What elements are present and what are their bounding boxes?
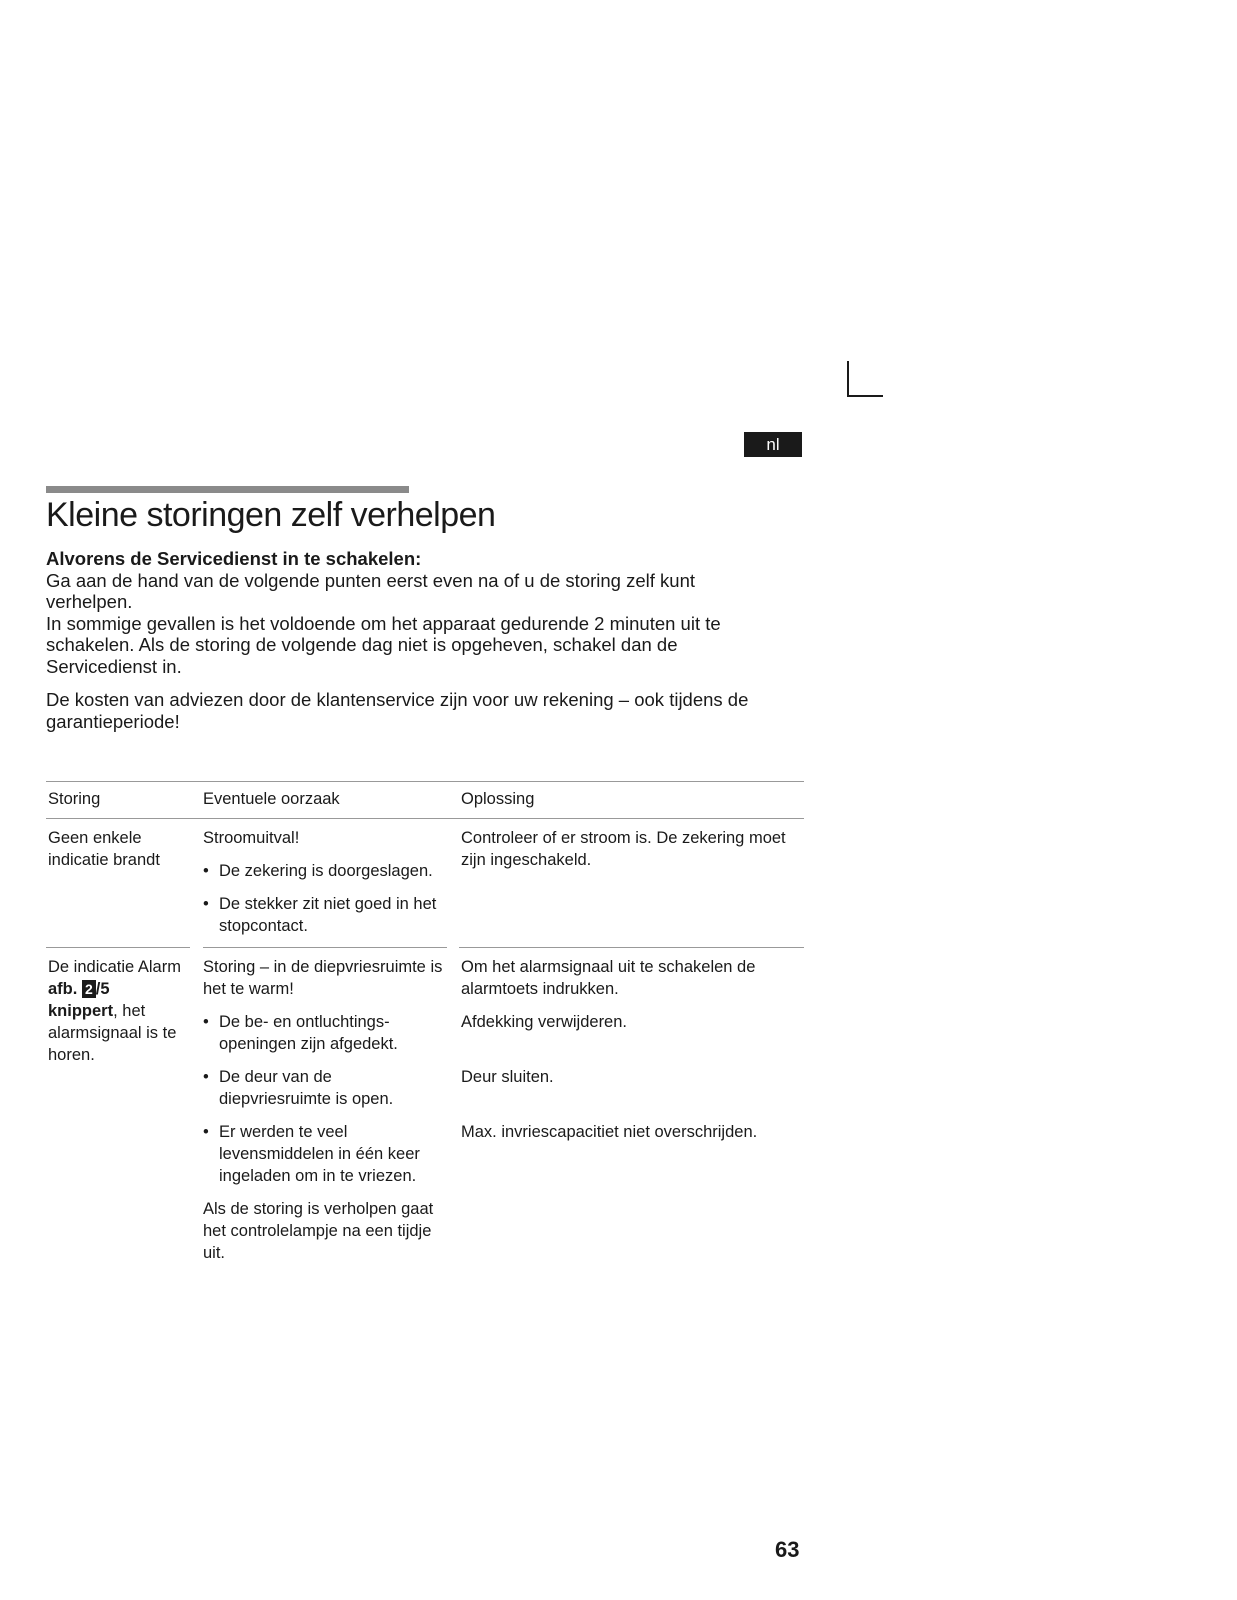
row2-solution-item: Max. invriescapacitiet niet overschrijden. [461, 1123, 758, 1141]
header-storing: Storing [48, 790, 101, 808]
page-title: Kleine storingen zelf verhelpen [46, 496, 496, 534]
row1-storing: Geen enkele indicatie brandt [48, 829, 160, 869]
row1-cause-intro: Stroomuitval! [203, 829, 300, 847]
table-row [46, 956, 804, 1276]
table-row [46, 827, 804, 947]
row2-cause-outro: Als de storing is verholpen gaat het controlelampje na een tijdje uit. [203, 1200, 434, 1262]
row2-storing: De indicatie Alarm afb. 2 /5 knippert, het alarmsignaal is te horen. [48, 958, 181, 1064]
row2-cause-bullet: • De be- en ontluchtingsopeningen zijn afgedekt. [203, 1011, 443, 1055]
intro-section [46, 548, 786, 732]
row2-cause-intro: Storing – in de diepvriesruimte is het te warm! [203, 958, 443, 998]
row2-cause-bullet: • De deur van de diepvriesruimte is open. [203, 1066, 443, 1110]
row2-solution-item: Deur sluiten. [461, 1068, 554, 1086]
table-header [46, 781, 804, 819]
intro-paragraph-3: De kosten van adviezen door de klantenservice zijn voor uw rekening – ook tijdens de garantieperiode! [46, 689, 749, 732]
row1-cause [203, 827, 443, 937]
troubleshooting-table [46, 781, 804, 1276]
row-separator [46, 947, 804, 948]
title-bar [46, 486, 409, 493]
header-oorzaak: Eventuele oorzaak [203, 790, 340, 808]
row2-solution-item: Afdekking verwijderen. [461, 1013, 627, 1031]
header-oplossing: Oplossing [461, 790, 535, 808]
row2-cause [203, 956, 443, 1264]
intro-lead: Alvorens de Servicedienst in te schakelen: [46, 548, 422, 569]
row1-solution: Controleer of er stroom is. De zekering moet zijn ingeschakeld. [461, 829, 786, 869]
row2-cause-bullet: • Er werden te veel levensmiddelen in één keer ingeladen om in te vriezen. [203, 1121, 443, 1187]
crop-mark [847, 361, 883, 397]
language-tab: nl [744, 432, 802, 457]
intro-paragraph-1: Ga aan de hand van de volgende punten eerst even na of u de storing zelf kunt verhelpen. [46, 569, 695, 612]
row2-solution [461, 956, 801, 1143]
page-number: 63 [775, 1537, 800, 1562]
row2-solution-intro: Om het alarmsignaal uit te schakelen de alarmtoets indrukken. [461, 958, 756, 998]
figure-badge: 2 [82, 980, 96, 998]
intro-paragraph-2: In sommige gevallen is het voldoende om het apparaat gedurende 2 minuten uit te schakelen. Als de storing de volgende dag niet is opgeheven, schakel dan de Servicedienst in. [46, 612, 721, 677]
row1-cause-bullet: • De stekker zit niet goed in het stopcontact. [203, 893, 443, 937]
row1-cause-bullet: • De zekering is doorgeslagen. [203, 860, 443, 882]
